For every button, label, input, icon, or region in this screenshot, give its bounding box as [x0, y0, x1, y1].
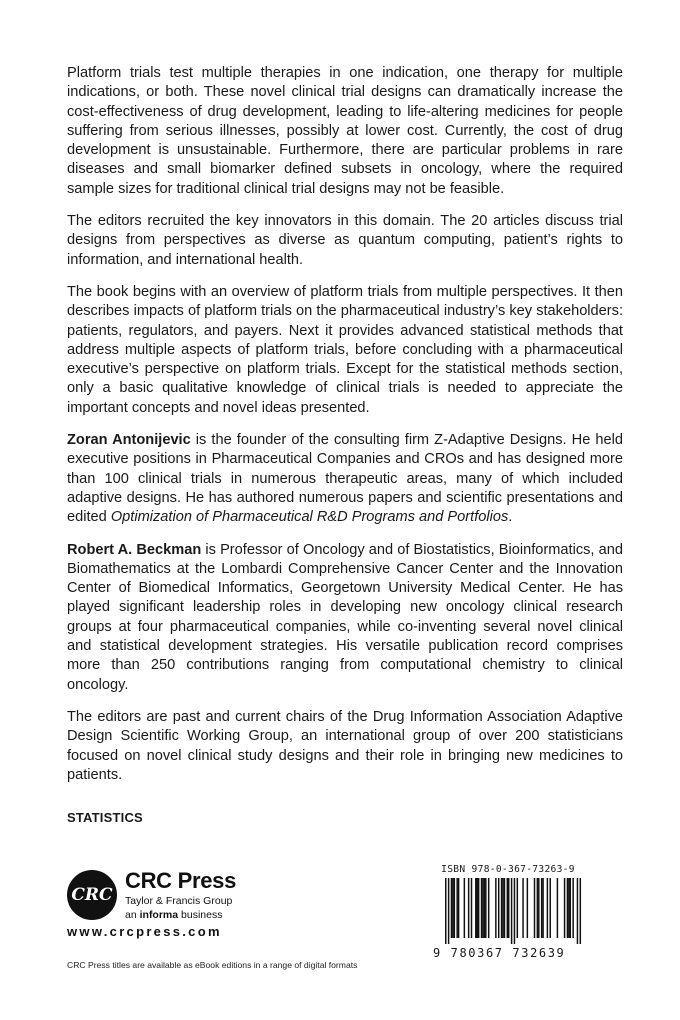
barcode-bar — [481, 878, 482, 938]
author1-bio-text: is the founder of the consulting firm Z-Adaptive Designs. He held executive positions in Pharmaceutical Companies and CROs and has designed more than 100 clinical trials in numerous therapeutic areas, many of which included adaptive designs. He has authored numerous papers and scientific presentations and edited — [67, 432, 623, 526]
barcode-bar — [508, 878, 509, 938]
barcode-bar — [454, 878, 455, 938]
description-paragraph-3: The book begins with an overview of platform trials from multiple perspectives. It then describes impacts of platform trials on the pharmaceutical industry’s key stakeholders: patients, regulators, and payers. Next it provides advanced statistical methods that address multiple aspects of platform trials, before concluding with a pharmaceutical executive’s perspective on platform trials. Except for the statistical methods section, only a basic qualitative knowledge of clinical trials is needed to appreciate the important concepts and novel ideas presented. — [67, 283, 623, 416]
barcode-bar — [488, 878, 489, 938]
barcode-bar — [538, 878, 539, 938]
barcode-bar — [542, 878, 543, 938]
barcode-bar — [517, 878, 518, 938]
barcode-bar — [550, 878, 551, 938]
barcode-bar — [471, 878, 472, 938]
barcode-bar — [537, 878, 538, 938]
author1-bio-end: . — [508, 509, 513, 526]
barcode-bar — [547, 878, 548, 938]
barcode-bar — [567, 878, 568, 938]
barcode-bar — [541, 878, 542, 938]
barcode-bar — [527, 878, 528, 938]
barcode-bar — [534, 878, 535, 938]
barcode-bar — [507, 878, 508, 938]
isbn-barcode — [433, 864, 583, 964]
closing-paragraph: The editors are past and current chairs of the Drug Information Association Adaptive Design Scientific Working Group, an international group of over 200 statisticians focused on novel clinical study designs and their role in bringing new medicines to patients. — [67, 708, 623, 783]
barcode-bar — [448, 878, 449, 944]
barcode-bar — [568, 878, 569, 938]
barcode-bar — [514, 878, 515, 944]
barcode-bar — [495, 878, 496, 938]
barcode-bar — [482, 878, 483, 938]
barcode-bar — [458, 878, 459, 938]
description-paragraph-1: Platform trials test multiple therapies in one indication, one therapy for multiple indications, or both. These novel clinical trial designs can dramatically increase the cost-effectiveness of drug development, leading to life-altering medicines for people suffering from serious illnesses, possibly at lower cost. Currently, the cost of drug development is unsustainable. Furthermore, there are particular problems in rare diseases and small biomarker defined subsets in oncology, where the required sample sizes for traditional clinical trial designs may not be feasible. — [67, 65, 623, 197]
barcode-bar — [498, 878, 499, 938]
barcode-bar — [511, 878, 512, 944]
barcode-bar — [456, 878, 457, 938]
publisher-url: www.crcpress.com — [67, 924, 222, 939]
barcode-bar — [476, 878, 477, 938]
crc-logo-icon: CRC — [67, 870, 117, 920]
business-suffix: business — [178, 909, 223, 921]
barcode-bar — [570, 878, 571, 938]
author1-book-title: Optimization of Pharmaceutical R&D Programs and Portfolios — [110, 509, 509, 526]
barcode-bar — [478, 878, 479, 938]
back-cover-text — [67, 64, 623, 798]
barcode-bar — [475, 878, 476, 938]
barcode-bar — [464, 878, 465, 938]
ebook-note: CRC Press titles are available as eBook editions in a range of digital formats — [67, 960, 358, 970]
barcode-bar — [504, 878, 505, 938]
barcode-bar — [557, 878, 558, 938]
author2-bio — [67, 541, 623, 695]
barcode-bar — [577, 878, 578, 944]
isbn-text: ISBN 978-0-367-73263-9 — [441, 864, 575, 875]
barcode-bar — [564, 878, 565, 938]
barcode-bars — [433, 878, 583, 944]
barcode-bar — [451, 878, 452, 938]
category-label: STATISTICS — [67, 810, 143, 825]
barcode-bar — [452, 878, 453, 938]
barcode-bar — [485, 878, 486, 938]
author2-name: Robert A. Beckman — [67, 541, 202, 558]
barcode-bar — [468, 878, 469, 938]
barcode-bar — [522, 878, 523, 938]
author1-bio — [67, 431, 623, 527]
barcode-bar — [501, 878, 502, 938]
barcode-bar — [484, 878, 485, 938]
barcode-bar — [580, 878, 581, 944]
barcode-bar — [502, 878, 503, 938]
publisher-business — [125, 909, 222, 921]
author1-name: Zoran Antonijevic — [67, 432, 191, 449]
barcode-bar — [445, 878, 446, 944]
description-paragraph-2: The editors recruited the key innovators in this domain. The 20 articles discuss trial designs from perspectives as diverse as quantum computing, patient’s rights to information, and international health. — [67, 213, 623, 268]
barcode-number: 9 780367 732639 — [433, 946, 566, 960]
barcode-bar — [572, 878, 573, 938]
business-prefix: an — [125, 909, 140, 921]
publisher-group: Taylor & Francis Group — [125, 895, 233, 907]
publisher-name: CRC Press — [125, 868, 237, 893]
business-brand: informa — [139, 909, 179, 921]
author2-bio-text: is Professor of Oncology and of Biostatistics, Bioinformatics, and Biomathematics at the Lombardi Comprehensive Cancer Center and the Innovation Center of Biomedical Informatics, Georgetown University Medical Center. He has played significant leadership roles in developing new oncology clinical research groups at four pharmaceutical companies, while co-inventing several novel clinical and statistical development strategies. His versatile publication record comprises more than 250 contributions ranging from computational chemistry to clinical oncology. — [67, 541, 623, 693]
